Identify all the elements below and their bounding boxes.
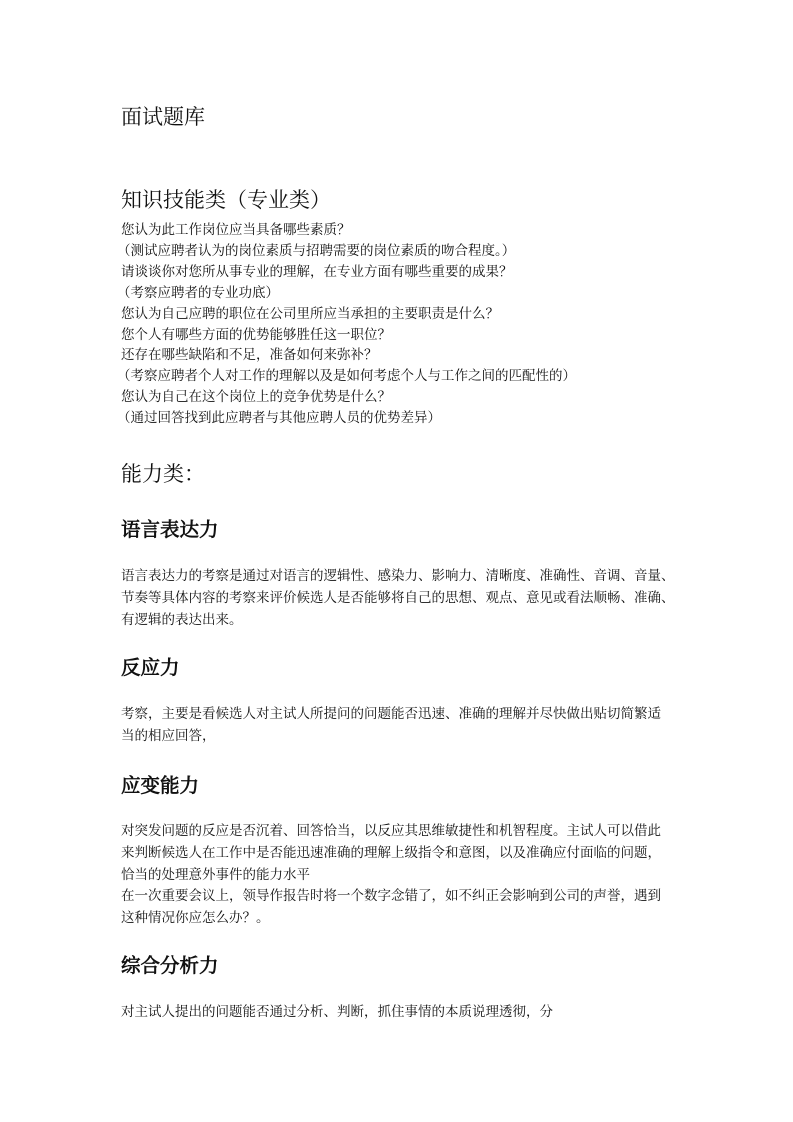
question-note: （考察应聘者的专业功底） [117, 284, 279, 301]
paragraph-verbal-expression [121, 566, 681, 631]
paragraph-line: 语言表达力的考察是通过对语言的逻辑性、感染力、影响力、清晰度、准确性、音调、音量、 [121, 568, 675, 584]
paragraph-reaction [121, 704, 681, 748]
subheading-comprehensive-analysis: 综合分析力 [121, 954, 219, 977]
paragraph-line: 这种情况你应怎么办？。 [121, 910, 270, 927]
question-line: 请谈谈你对您所从事专业的理解，在专业方面有哪些重要的成果？ [121, 263, 513, 280]
question-note: （考察应聘者个人对工作的理解以及是如何考虑个人与工作之间的匹配性的） [117, 368, 576, 385]
question-line: 您认为自己在这个岗位上的竞争优势是什么？ [121, 389, 391, 406]
section-title-ability: 能力类： [121, 462, 205, 486]
paragraph-adaptability [121, 821, 681, 930]
paragraph-line: 节奏等具体内容的考察来评价候选人是否能够将自己的思想、观点、意见或看法顺畅、准确、 [121, 589, 675, 606]
question-note: （通过回答找到此应聘者与其他应聘人员的优势差异） [117, 410, 441, 427]
section-title-knowledge-skills: 知识技能类（专业类） [121, 188, 331, 212]
subheading-adaptability: 应变能力 [121, 774, 200, 797]
paragraph-line: 当的相应回答， [121, 727, 216, 744]
paragraph-line: 考察，主要是看候选人对主试人所提问的问题能否迅速、准确的理解并尽快做出贴切简繁适 [121, 706, 661, 722]
question-line: 还存在哪些缺陷和不足，准备如何来弥补？ [121, 347, 378, 364]
question-note: （测试应聘者认为的岗位素质与招聘需要的岗位素质的吻合程度。） [117, 242, 516, 259]
paragraph-line: 对突发问题的反应是否沉着、回答恰当，以反应其思维敏捷性和机智程度。主试人可以借此 [121, 823, 661, 839]
question-line: 您个人有哪些方面的优势能够胜任这一职位？ [121, 326, 391, 343]
subheading-reaction: 反应力 [121, 656, 180, 679]
paragraph-line: 来判断候选人在工作中是否能迅速准确的理解上级指令和意图，以及准确应付面临的问题， [121, 844, 661, 861]
knowledge-question-list [117, 220, 681, 429]
document-title: 面试题库 [121, 105, 205, 129]
question-line: 您认为自己应聘的职位在公司里所应当承担的主要职责是什么？ [121, 305, 499, 322]
paragraph-line: 有逻辑的表达出来。 [121, 611, 243, 628]
question-line: 您认为此工作岗位应当具备哪些素质？ [121, 222, 351, 238]
paragraph-comprehensive-analysis [121, 1002, 681, 1024]
subheading-verbal-expression: 语言表达力 [121, 518, 219, 541]
paragraph-line: 对主试人提出的问题能否通过分析、判断，抓住事情的本质说理透彻，分 [121, 1004, 553, 1020]
paragraph-line: 在一次重要会议上，领导作报告时将一个数字念错了，如不纠正会影响到公司的声誉，遇到 [121, 888, 661, 905]
paragraph-line: 恰当的处理意外事件的能力水平 [121, 866, 310, 883]
